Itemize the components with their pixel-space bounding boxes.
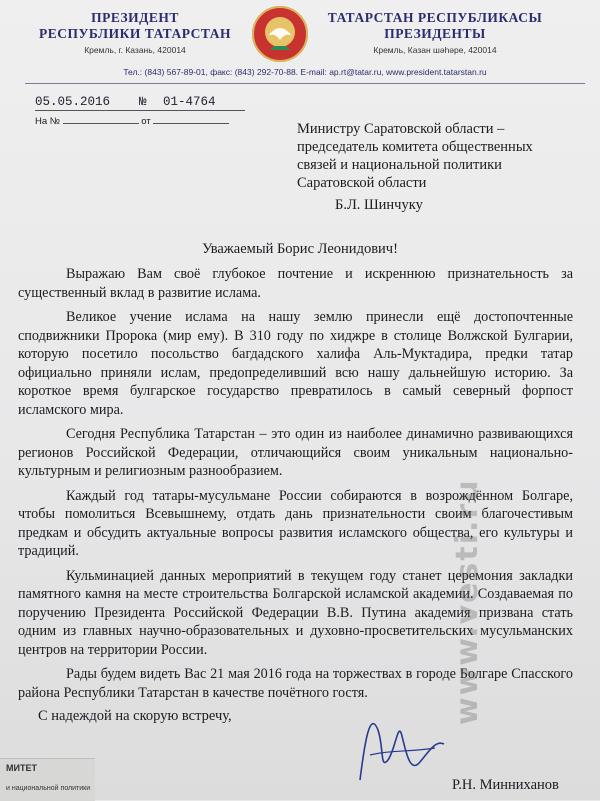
tatarstan-emblem-icon: [252, 6, 308, 62]
paragraph-6: Рады будем видеть Вас 21 мая 2016 года на торжествах в городе Болгаре Спасского района Республики Татарстан в качестве почётного гостя.: [18, 666, 573, 701]
registration-underline: [35, 110, 245, 111]
header-contacts: Тел.: (843) 567-89-01, факс: (843) 292-70-88. E-mail: ap.rt@tatar.ru, www.president.tatarstan.ru: [123, 67, 487, 77]
paragraph-5: Кульминацией данных мероприятий в текущем году станет церемония закладки памятного камня на месте строительства Болгарской исламской академии. Создаваемая по поручению Президента Российской Федерации В.В. Путина академия призвана стать одним из главных научно-образовательных и духовно-просветительских мусульманских центров на территории России.: [18, 567, 573, 658]
reference-line: [35, 114, 229, 127]
registration-number-label: №: [139, 95, 147, 109]
recipient-line-4: Саратовской области: [297, 175, 427, 191]
header-right: [320, 10, 550, 55]
stamp-line-1: МИТЕТ: [6, 763, 37, 773]
paragraph-1: Выражаю Вам своё глубокое почтение и искреннюю признательность за существенный вклад в развитие ислама.: [18, 266, 573, 301]
registration-date: 05.05.2016: [35, 95, 111, 109]
header-left-address: Кремль, г. Казань, 420014: [84, 45, 186, 55]
registration-number: 01-4764: [163, 95, 216, 109]
registration-stamp: [0, 758, 95, 801]
stamp-line-2: и национальной политики: [6, 785, 91, 792]
reference-label: На №: [35, 116, 60, 127]
paragraph-4: Каждый год татары-мусульмане России собираются в возрождённом Болгаре, чтобы помолиться Всевышнему, отдать дань признательности своим благочестивым предкам и обсудить актуальные вопросы развития исламского общества, его культуры и традиций.: [18, 487, 573, 559]
header-left: [20, 10, 250, 55]
signature-icon: [340, 700, 460, 790]
recipient-line-1: Министру Саратовской области –: [297, 121, 505, 137]
header-right-address: Кремль, Казан шәһәре, 420014: [373, 45, 497, 55]
header-left-title-1: ПРЕЗИДЕНТ: [91, 10, 179, 25]
header-right-title-1: ТАТАРСТАН РЕСПУБЛИКАСЫ: [327, 10, 543, 25]
reference-blank: [63, 114, 139, 124]
recipient-name: Б.Л. Шинчуку: [335, 197, 423, 213]
paragraph-3: Сегодня Республика Татарстан – это один из наиболее динамично развивающихся регионов Российской Федерации, отличающийся своим уникальным национально-культурным и религиозным разнообразием.: [18, 426, 573, 479]
recipient-block: [297, 120, 587, 192]
recipient-line-3: связей и национальной политики: [297, 157, 502, 173]
letter-body: [18, 265, 573, 708]
header-right-title-2: ПРЕЗИДЕНТЫ: [384, 26, 486, 41]
recipient-line-2: председатель комитета общественных: [297, 139, 533, 155]
watermark-text: www.vesti.ru: [450, 478, 485, 725]
header-left-title-2: РЕСПУБЛИКИ ТАТАРСТАН: [39, 26, 231, 41]
reference-from-blank: [153, 114, 229, 124]
paragraph-2: Великое учение ислама на нашу землю принесли ещё достопочтенные сподвижники Пророка (мир ему). В 310 году по хиджре в столице Волжской Булгарии, которую посетило посольство багдадского халифа Аль-Муктадира, предки татар официально приняли ислам, предопределивший всю нашу дальнейшую историю. За короткое время булгарское государство превратилось в самый северный форпост исламского мира.: [18, 309, 573, 418]
header-divider: [25, 83, 585, 84]
closing-line: С надеждой на скорую встречу,: [38, 708, 232, 724]
salutation: Уважаемый Борис Леонидович!: [202, 241, 398, 257]
signatory-name: Р.Н. Минниханов: [452, 777, 559, 793]
reference-from-label: от: [141, 116, 151, 127]
